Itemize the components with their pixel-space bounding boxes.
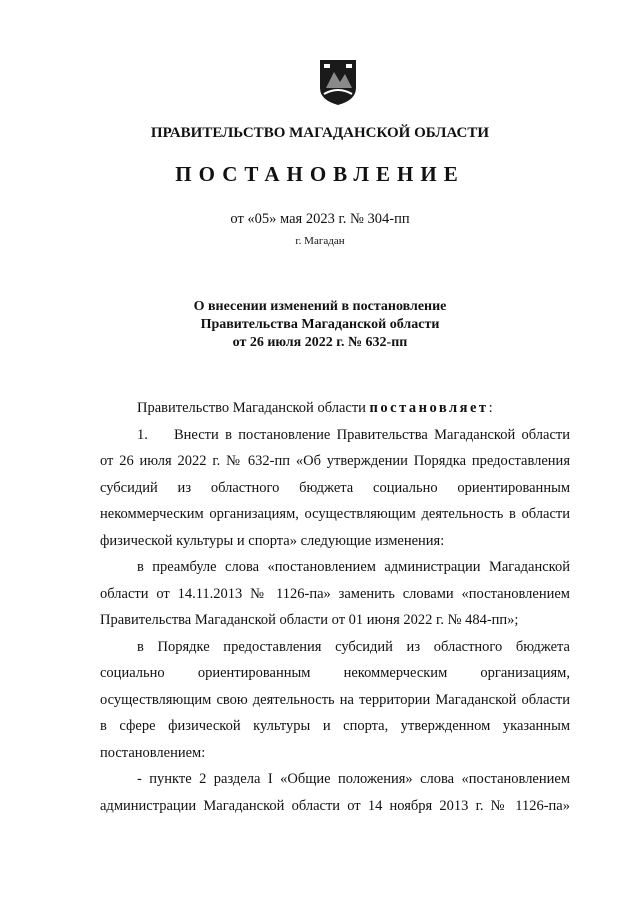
para3-line: социально ориентированным некоммерческим организациям, [100, 665, 570, 681]
coat-of-arms-icon [318, 58, 358, 106]
para2-line: Правительства Магаданской области от 01 июня 2022 г. № 484-пп»; [100, 612, 519, 628]
document-subject [0, 298, 640, 352]
intro-text: Правительство Магаданской области [137, 400, 370, 416]
item1-first-line [100, 422, 570, 449]
para3-line: в сфере физической культуры и спорта, утвержденном указанным [100, 718, 570, 734]
subject-line: О внесении изменений в постановление [193, 299, 447, 314]
subject-line: Правительства Магаданской области [200, 317, 440, 332]
intro-end: : [488, 400, 493, 416]
para3-first-line: в Порядке предоставления субсидий из областного бюджета [137, 638, 570, 655]
organization-name: ПРАВИТЕЛЬСТВО МАГАДАНСКОЙ ОБЛАСТИ [150, 125, 490, 141]
para2-line: области от 14.11.2013 № 1126-па» заменить словами «постановлением [100, 585, 570, 602]
item1-line: некоммерческим организациям, осуществляющим деятельность в области [100, 506, 570, 522]
para3-line: постановлением: [100, 744, 206, 761]
document-city: г. Магадан [295, 235, 345, 247]
para4-first-line: - пункте 2 раздела I «Общие положения» слова «постановлением [137, 771, 570, 787]
subject-line: от 26 июля 2022 г. № 632-пп [232, 335, 408, 350]
item1-line: от 26 июля 2022 г. № 632-пп «Об утверждении Порядка предоставления [100, 453, 570, 469]
intro-paragraph [100, 395, 570, 422]
intro-verb: постановляет [369, 400, 489, 416]
document-type: ПОСТАНОВЛЕНИЕ [175, 162, 465, 186]
document-date-number: от «05» мая 2023 г. № 304-пп [230, 211, 410, 227]
item1-line: физической культуры и спорта» следующие изменения: [100, 532, 445, 549]
document-body [100, 395, 570, 819]
item1-line: субсидий из областного бюджета социально ориентированным [100, 479, 570, 496]
para2-first-line: в преамбуле слова «постановлением администрации Магаданской [137, 559, 570, 575]
item1-text: Внести в постановление Правительства Магаданской области [174, 426, 570, 443]
para4-line: администрации Магаданской области от 14 ноября 2013 г. № 1126-па» [100, 797, 570, 814]
item1-number: 1. [137, 426, 148, 443]
para3-line: осуществляющим свою деятельность на территории Магаданской области [100, 691, 570, 708]
